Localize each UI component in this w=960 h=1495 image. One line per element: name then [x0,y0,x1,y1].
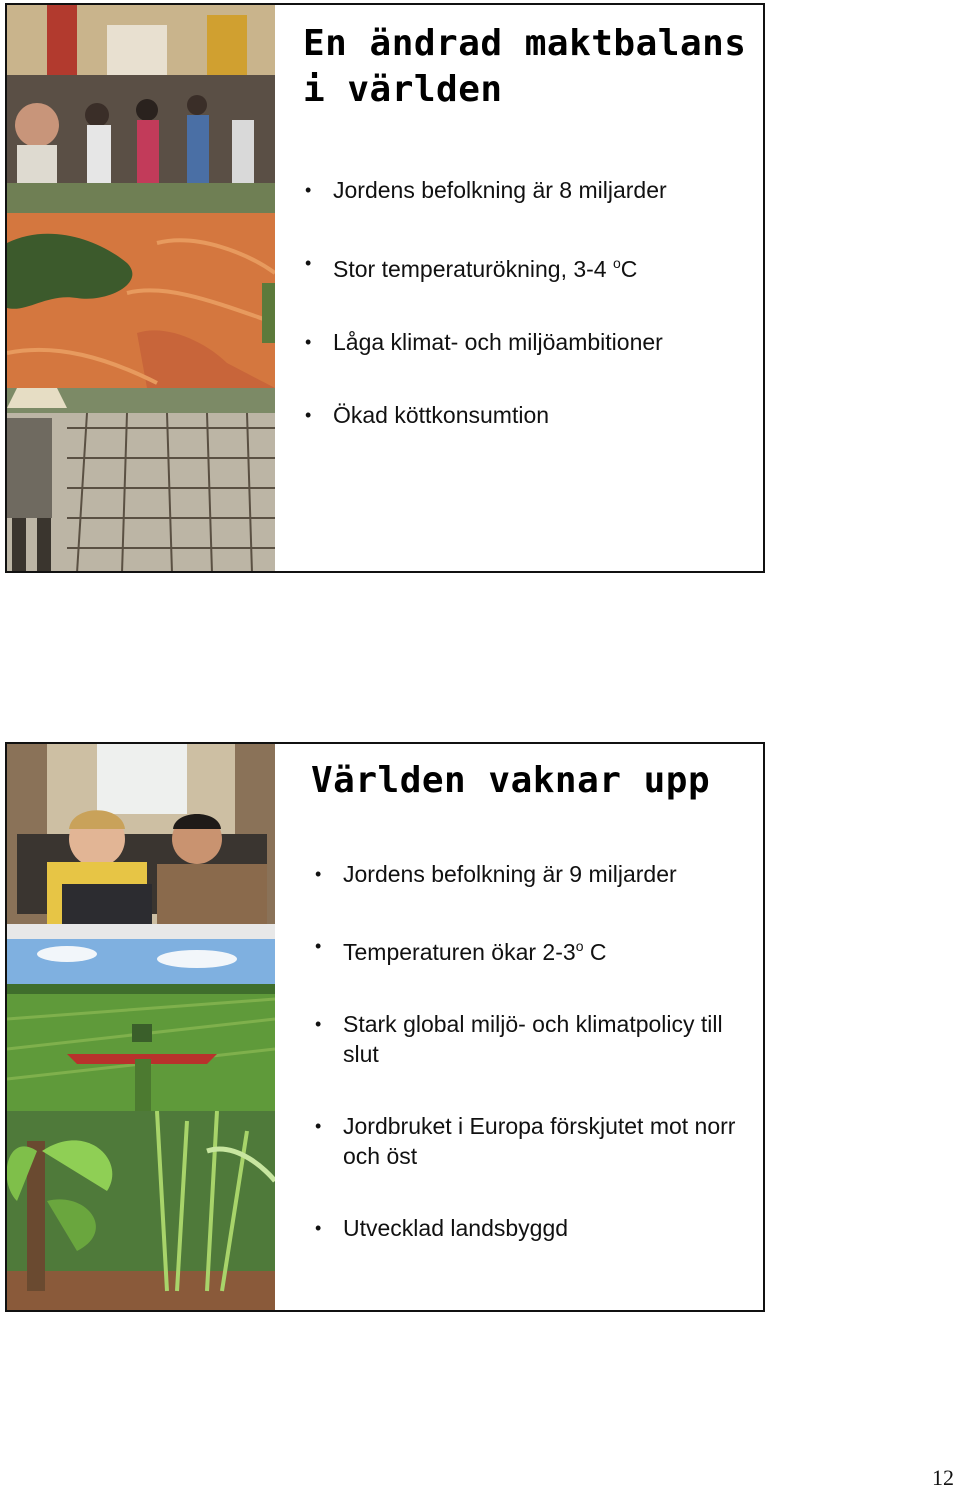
bullet-item: • Jordens befolkning är 8 miljarder [303,175,753,205]
bullet-item: • Stor temperaturökning, 3-4 $^o$C [303,248,753,284]
deforested-farmland-photo [7,183,275,388]
page-number: 12 [932,1465,954,1490]
bullet-item: • Temperaturen ökar 2-3$^o$ C [313,931,753,967]
crowded-street-photo [7,5,275,183]
banana-plants-photo [7,1111,275,1310]
slide-2-title: Världen vaknar upp [311,760,711,801]
slide-1-bullets [303,175,753,473]
green-field-tractor-photo [7,939,275,1111]
bullet-item: • Jordens befolkning är 9 miljarder [313,859,753,889]
bullet-item: • Ökad köttkonsumtion [303,400,753,430]
slide-2-photo-column [7,744,275,1310]
slide-2-bullets [313,859,753,1285]
slide-1 [5,3,765,573]
bullet-item: • Låga klimat- och miljöambitioner [303,327,753,357]
cracked-dry-earth-photo [7,388,275,571]
slide-2 [5,742,765,1312]
slide-1-photo-column [7,5,275,571]
bullet-item: • Stark global miljö- och klimatpolicy till slut [313,1009,753,1069]
bullet-item: • Jordbruket i Europa förskjutet mot norr och öst [313,1111,753,1171]
two-people-laptop-photo [7,744,275,939]
bullet-item: • Utvecklad landsbyggd [313,1213,753,1243]
slide-1-title: En ändrad maktbalans i världen [303,23,747,110]
